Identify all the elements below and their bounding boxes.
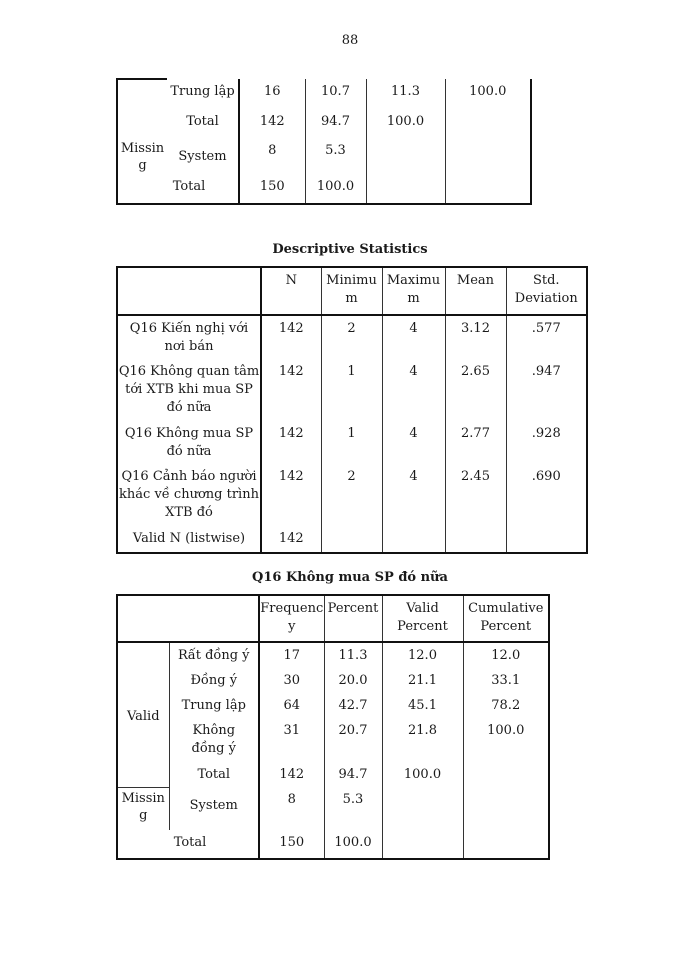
freq-cell: 16 — [239, 79, 305, 109]
mean-cell: 2.77 — [445, 421, 506, 464]
cumulative-cell — [445, 109, 531, 138]
valid-cell: 21.8 — [382, 718, 463, 762]
n-cell: 142 — [261, 421, 321, 464]
category-cell: Total — [167, 109, 239, 138]
freq-cell: 64 — [259, 693, 324, 718]
sd-cell: .690 — [506, 464, 587, 526]
header-percent: Percent — [324, 595, 382, 642]
header-maximum: Maximu m — [382, 267, 445, 315]
category-cell: System — [169, 787, 259, 830]
valid-cell: 100.0 — [366, 109, 445, 138]
row-label: Q16 Cảnh báo người khác về chương trình XTB đó — [117, 464, 261, 526]
max-cell: 4 — [382, 464, 445, 526]
min-cell: 2 — [321, 315, 382, 359]
header-std-deviation: Std. Deviation — [506, 267, 587, 315]
header-row — [117, 595, 549, 642]
row-label: Valid N (listwise) — [117, 526, 261, 553]
sd-cell: .928 — [506, 421, 587, 464]
percent-cell: 100.0 — [324, 830, 382, 859]
descriptive-stats-table — [116, 266, 588, 554]
table-row — [117, 762, 549, 787]
row-label: Q16 Không quan tâm tới XTB khi mua SP đó nữa — [117, 359, 261, 421]
valid-cell — [366, 138, 445, 174]
header-row — [117, 267, 587, 315]
percent-cell: 42.7 — [324, 693, 382, 718]
percent-cell: 100.0 — [305, 174, 366, 204]
table-row — [117, 642, 549, 668]
category-cell: System — [167, 138, 239, 174]
header-n: N — [261, 267, 321, 315]
valid-cell: 11.3 — [366, 79, 445, 109]
mean-cell: 2.45 — [445, 464, 506, 526]
valid-cell — [366, 174, 445, 204]
cumulative-cell — [445, 138, 531, 174]
sd-cell: .947 — [506, 359, 587, 421]
cumulative-cell: 100.0 — [469, 84, 507, 99]
category-cell: Không đồng ý — [169, 718, 259, 762]
freq-cell: 17 — [259, 642, 324, 668]
cumulative-cell: 12.0 — [463, 642, 549, 668]
percent-cell: 5.3 — [324, 787, 382, 830]
page-number: 88 — [341, 33, 359, 48]
table-row — [117, 526, 587, 553]
mean-cell: 3.12 — [445, 315, 506, 359]
max-cell: 4 — [382, 359, 445, 421]
header-cumulative-percent: Cumulative Percent — [463, 595, 549, 642]
valid-cell: 21.1 — [382, 668, 463, 693]
total-label: Total — [117, 174, 239, 204]
min-cell: 1 — [321, 359, 382, 421]
header-frequency: Frequenc y — [259, 595, 324, 642]
freq-cell: 150 — [259, 830, 324, 859]
mean-cell: 2.65 — [445, 359, 506, 421]
table-row — [117, 359, 587, 421]
valid-cell: 100.0 — [382, 762, 463, 787]
cumulative-cell: 100.0 — [463, 718, 549, 762]
cumulative-cell: 33.1 — [463, 668, 549, 693]
percent-cell: 10.7 — [305, 79, 366, 109]
header-minimum: Minimu m — [321, 267, 382, 315]
n-cell: 142 — [261, 359, 321, 421]
table-row — [117, 174, 531, 204]
freq-cell: 142 — [259, 762, 324, 787]
min-cell: 2 — [321, 464, 382, 526]
table-row — [117, 421, 587, 464]
descriptive-stats-title: Descriptive Statistics — [272, 242, 428, 257]
min-cell — [321, 526, 382, 553]
missing-label: Missin g — [120, 141, 165, 173]
frequency-table-title: Q16 Không mua SP đó nữa — [252, 570, 448, 585]
freq-cell: 30 — [259, 668, 324, 693]
frequency-table — [116, 594, 550, 860]
percent-cell: 11.3 — [324, 642, 382, 668]
percent-cell: 20.0 — [324, 668, 382, 693]
percent-cell: 20.7 — [324, 718, 382, 762]
table-row — [117, 138, 531, 174]
row-label: Q16 Kiến nghị với nơi bán — [117, 315, 261, 359]
table-row — [117, 830, 549, 859]
table-row — [117, 79, 531, 109]
table-row — [117, 668, 549, 693]
max-cell: 4 — [382, 315, 445, 359]
missing-label: Missin g — [117, 787, 169, 830]
table-row — [117, 464, 587, 526]
cumulative-cell — [445, 174, 531, 204]
freq-cell: 150 — [239, 174, 305, 204]
valid-cell: 45.1 — [382, 693, 463, 718]
freq-cell: 142 — [239, 109, 305, 138]
percent-cell: 94.7 — [324, 762, 382, 787]
freq-cell: 31 — [259, 718, 324, 762]
n-cell: 142 — [261, 464, 321, 526]
category-cell: Trung lập — [167, 79, 239, 109]
total-label: Total — [117, 830, 259, 859]
n-cell: 142 — [261, 315, 321, 359]
frequency-table-continued — [116, 78, 532, 205]
table-row — [117, 718, 549, 762]
mean-cell — [445, 526, 506, 553]
category-cell: Total — [169, 762, 259, 787]
valid-label: Valid — [117, 642, 169, 787]
cumulative-cell: 78.2 — [463, 693, 549, 718]
percent-cell: 94.7 — [305, 109, 366, 138]
table-row — [117, 315, 587, 359]
percent-cell: 5.3 — [305, 138, 366, 174]
n-cell: 142 — [261, 526, 321, 553]
table-row — [117, 693, 549, 718]
category-cell: Trung lập — [169, 693, 259, 718]
sd-cell: .577 — [506, 315, 587, 359]
freq-cell: 8 — [239, 138, 305, 174]
cumulative-cell — [463, 762, 549, 787]
table-row — [117, 109, 531, 138]
sd-cell — [506, 526, 587, 553]
header-mean: Mean — [445, 267, 506, 315]
max-cell: 4 — [382, 421, 445, 464]
max-cell — [382, 526, 445, 553]
valid-cell: 12.0 — [382, 642, 463, 668]
min-cell: 1 — [321, 421, 382, 464]
freq-cell: 8 — [259, 787, 324, 830]
row-label: Q16 Không mua SP đó nữa — [117, 421, 261, 464]
category-cell: Đồng ý — [169, 668, 259, 693]
header-valid-percent: Valid Percent — [382, 595, 463, 642]
table-row — [117, 787, 549, 830]
category-cell: Rất đồng ý — [169, 642, 259, 668]
